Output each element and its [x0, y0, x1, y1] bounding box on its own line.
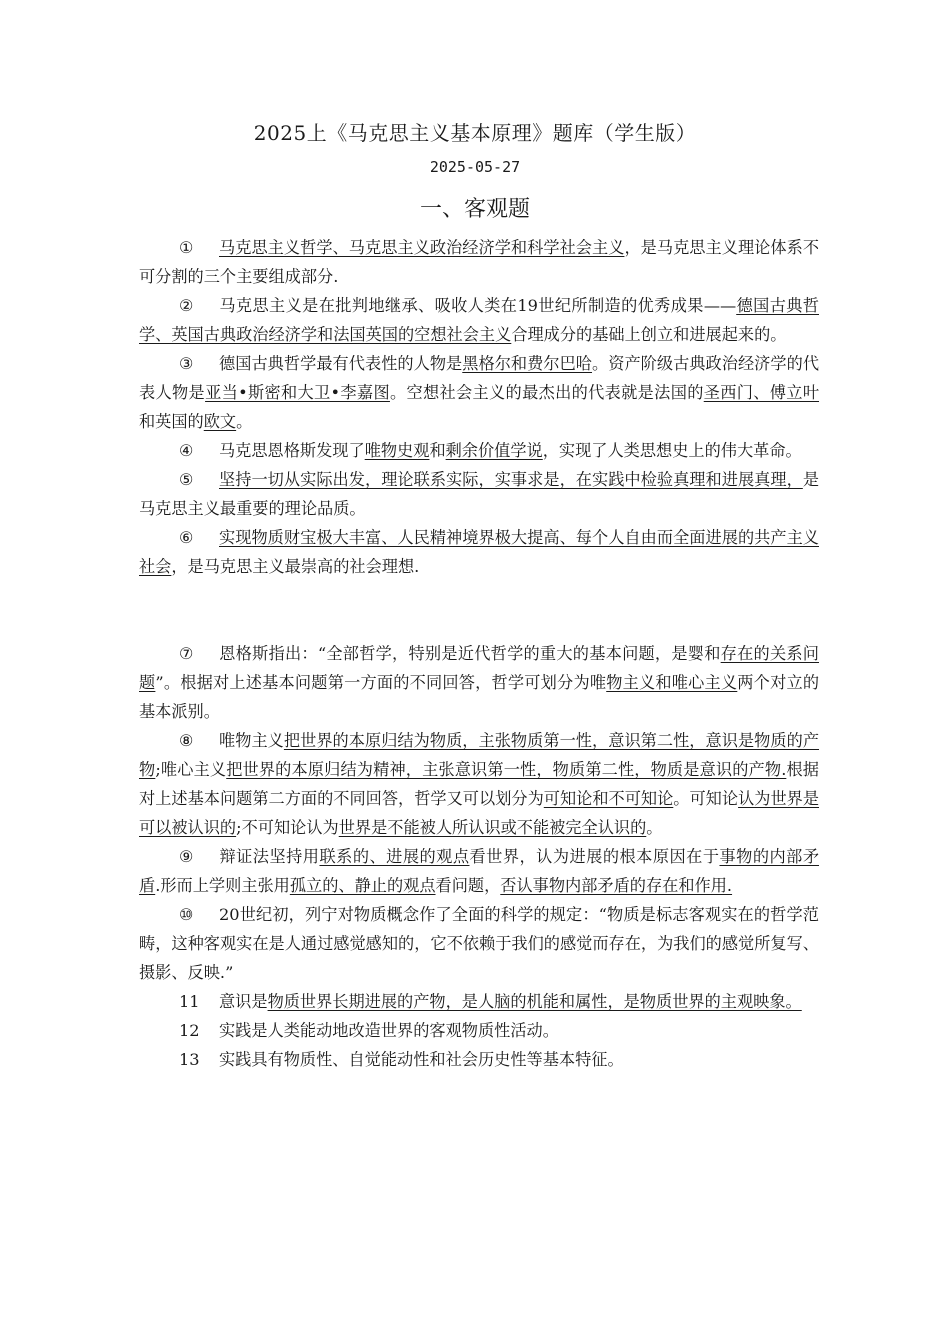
- document-date: 2025-05-27: [429, 158, 521, 176]
- item-number: 12: [179, 1021, 200, 1040]
- item-text: 看世界，认为进展的根本原因在于: [469, 847, 720, 866]
- document-body: [139, 233, 819, 1074]
- item-text: 恩格斯指出：“全部哲学，特别是近代哲学的重大的基本问题，是婴和: [219, 644, 721, 663]
- item-number: ②: [179, 296, 194, 315]
- item-text: 马克思主义是在批判地继承、吸收人类在19世纪所制造的优秀成果——: [219, 296, 737, 315]
- paragraph-gap: [139, 581, 819, 639]
- answer-key-text: 马克思主义哲学、马克思主义政治经济学和科学社会主义: [219, 238, 625, 257]
- question-item: [139, 900, 819, 987]
- question-item: [139, 233, 819, 291]
- question-item: [139, 842, 819, 900]
- item-text: 马克思恩格斯发现了: [219, 441, 365, 460]
- answer-key-text: 剩余价值学说: [445, 441, 543, 460]
- item-text: 合理成分的基础上创立和进展起来的。: [511, 325, 787, 344]
- section-heading: 一、客观题: [419, 197, 530, 222]
- question-item: [139, 639, 819, 726]
- question-item: [139, 726, 819, 842]
- item-text: ”。根据对上述基本问题第一方面的不同回答，哲学可划分为唯: [155, 673, 607, 692]
- item-text: 。资产阶级古典政治经济学的代表人物是: [139, 354, 820, 402]
- item-number: ③: [179, 354, 194, 373]
- question-item: [139, 349, 819, 436]
- item-number: ①: [179, 238, 194, 257]
- item-text: ，是马克思主义最崇高的社会理想.: [171, 557, 420, 576]
- answer-key-text: 认为世界是可以被认识的: [139, 789, 820, 837]
- item-text: 。: [236, 412, 253, 431]
- answer-key-text: 物质世界长期进展的产物，是人脑的机能和属性，是物质世界的主观映象。: [267, 992, 802, 1011]
- answer-key-text: 坚持一切从实际出发，理论联系实际，实事求是，在实践中检验真理和进展真理，: [219, 470, 803, 489]
- item-text: 意识是: [219, 992, 268, 1011]
- item-text: 实践是人类能动地改造世界的客观物质性活动。: [219, 1021, 559, 1040]
- item-number: 11: [179, 992, 200, 1011]
- item-text: 辩证法坚持用: [219, 847, 320, 866]
- item-text: 实践具有物质性、自觉能动性和社会历史性等基本特征。: [219, 1050, 624, 1069]
- item-number: ⑩: [179, 905, 194, 924]
- item-text: 看问题，: [435, 876, 501, 895]
- item-text: 根据对上述基本问题第二方面的不同回答，哲学又可以划分为: [139, 760, 819, 808]
- item-text: ，是马克思主义理论体系不可分割的三个主要组成部分.: [139, 238, 820, 286]
- answer-key-text: 亚当•斯密和大卫•李嘉图: [205, 383, 390, 402]
- item-text: 和: [429, 441, 446, 460]
- item-text: 两个对立的基本派别。: [139, 673, 820, 721]
- answer-key-text: 德国古典哲学、英国古典政治经济学和法国英国的空想社会主义: [139, 296, 819, 344]
- item-number: ⑥: [179, 528, 194, 547]
- item-text: .形而上学则主张用: [155, 876, 290, 895]
- answer-key-text: 把世界的本原归结为物质，主张物质第一性，意识第二性，意识是物质的产物: [139, 731, 820, 779]
- question-item: [139, 1016, 819, 1045]
- item-number: ⑦: [179, 644, 194, 663]
- item-text: 。: [646, 818, 663, 837]
- item-text: 20世纪初，列宁对物质概念作了全面的科学的规定：“物质是标志客观实在的哲学范畴，这种客观实在是人通过感觉感知的，它不依赖于我们的感觉而存在，为我们的感觉所复写、摄影、反映.”: [139, 905, 819, 982]
- item-text: 。空想社会主义的最杰出的代表就是法国的: [389, 383, 704, 402]
- answer-key-text: 唯物史观: [364, 441, 430, 460]
- item-text: ;唯心主义: [155, 760, 227, 779]
- question-item: [139, 465, 819, 523]
- answer-key-text: 实现物质财宝极大丰富、人民精神境界极大提高、每个人自由而全面进展的共产主义社会: [139, 528, 819, 576]
- answer-key-text: 否认事物内部矛盾的存在和作用.: [500, 876, 733, 895]
- question-item: [139, 291, 819, 349]
- item-text: 和英国的: [139, 412, 204, 431]
- question-item: [139, 987, 819, 1016]
- answer-key-text: 黑格尔和费尔巴哈: [462, 354, 593, 373]
- item-number: ⑧: [179, 731, 194, 750]
- item-number: ⑨: [179, 847, 194, 866]
- item-number: ④: [179, 441, 194, 460]
- question-item: [139, 523, 819, 581]
- document-title: 2025上《马克思主义基本原理》题库（学生版）: [253, 121, 697, 145]
- item-text: ;不可知论认为: [236, 818, 339, 837]
- answer-key-text: 世界是不能被人所认识或不能被完全认识的: [338, 818, 647, 837]
- answer-key-text: 联系的、进展的观点: [319, 847, 470, 866]
- item-text: 德国古典哲学最有代表性的人物是: [219, 354, 463, 373]
- answer-key-text: 物主义和唯心主义: [606, 673, 738, 692]
- item-text: 唯物主义: [219, 731, 284, 750]
- answer-key-text: 欧文: [203, 412, 237, 431]
- answer-key-text: 事物的内部矛盾: [139, 847, 820, 895]
- item-text: 是马克思主义最重要的理论品质。: [139, 470, 819, 518]
- answer-key-text: 孤立的、静止的观点: [289, 876, 436, 895]
- question-item: [139, 1045, 819, 1074]
- item-number: 13: [179, 1050, 200, 1069]
- item-text: 。可知论: [673, 789, 739, 808]
- item-text: ，实现了人类思想史上的伟大革命。: [542, 441, 802, 460]
- question-item: [139, 436, 819, 465]
- answer-key-text: 把世界的本原归结为精神，主张意识第一性，物质第二性，物质是意识的产物.: [226, 760, 787, 779]
- answer-key-text: 圣西门、傅立叶: [703, 383, 820, 402]
- answer-key-text: 可知论和不可知论: [543, 789, 674, 808]
- item-number: ⑤: [179, 470, 194, 489]
- answer-key-text: 存在的关系问题: [139, 644, 819, 692]
